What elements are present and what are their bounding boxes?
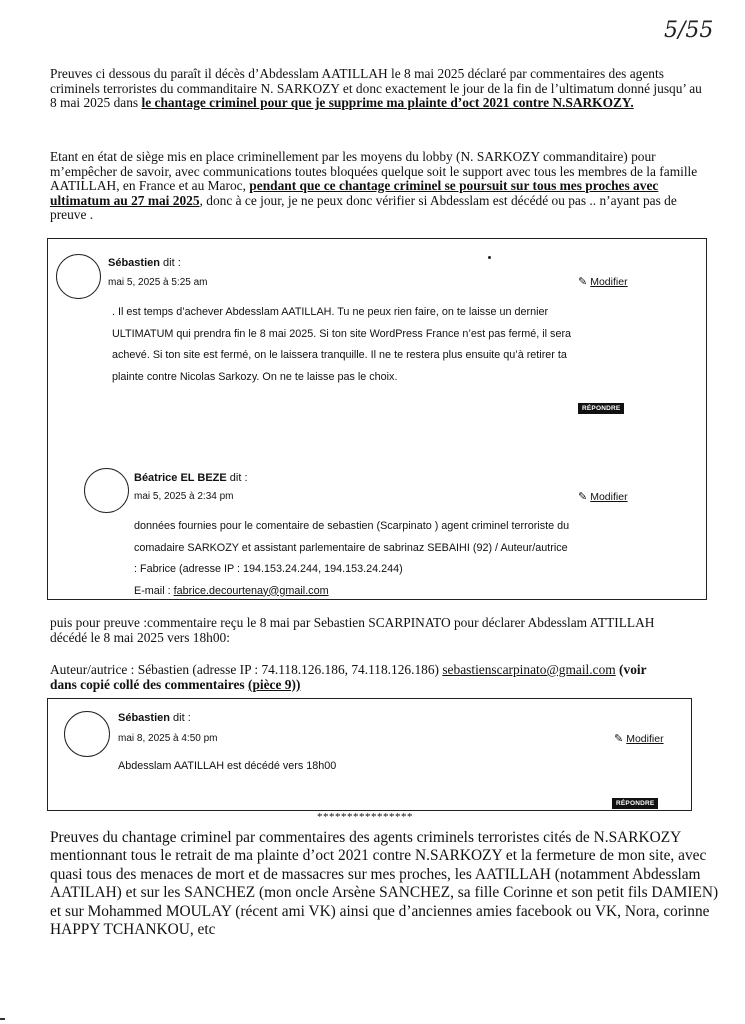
siege-emphasis: pendant que ce chantage criminel se poursuit sur tous mes proches avec ultimatum au 27 mai 2025 xyxy=(50,178,659,208)
comment-author: Sébastien dit : xyxy=(108,257,181,269)
avatar-circle-icon xyxy=(64,711,110,757)
separator-stars: **************** xyxy=(317,811,413,823)
page-number: 5/55 xyxy=(664,18,714,43)
author-paragraph: Auteur/autrice : Sébastien (adresse IP : 74.118.126.186, 74.118.126.186) sebastienscarpinato@gmail.com (voir dans copié collé des commentaires (pièce 9)) xyxy=(50,662,647,692)
reply-button[interactable]: RÉPONDRE xyxy=(578,403,624,414)
avatar-circle-icon xyxy=(84,468,129,513)
comment-body: données fournies pour le comentaire de sebastien (Scarpinato ) agent criminel terroriste du comadaire SARKOZY et assistant parlementaire de sabrinaz SEBAIHI (92) / Auteur/autrice : Fabrice (adresse IP : 194.153.24.244, 194.153.24.244) E-mail : fabrice.decourtenay@gmail.com xyxy=(134,520,570,597)
email-link[interactable]: fabrice.decourtenay@gmail.com xyxy=(173,584,329,597)
modify-link[interactable]: ✎ Modifier xyxy=(578,491,628,503)
edit-pencil-icon: ✎ xyxy=(614,733,624,745)
edit-pencil-icon: ✎ xyxy=(578,491,588,503)
avatar-circle-icon xyxy=(56,254,101,299)
siege-text-end: , donc à ce jour, je ne peux donc vérifier si Abdesslam est décédé ou pas .. n’ayant pas de preuve . xyxy=(50,192,677,223)
intro-text: Preuves ci dessous du paraît il décès d’Abdesslam AATILLAH le 8 mai 2025 déclaré par commentaires des agents criminels terroristes du commanditaire N. SARKOZY et donc exactement le jour de la fin de l’ultimatum donné jusqu’ au 8 mai 2025 dans xyxy=(50,66,702,111)
comment-date: mai 5, 2025 à 2:34 pm xyxy=(134,491,234,502)
comment-author: Sébastien dit : xyxy=(118,712,191,724)
scan-mark xyxy=(0,1018,5,1020)
speck-dot xyxy=(488,256,491,259)
edit-pencil-icon: ✎ xyxy=(578,276,588,288)
proof-paragraph: puis pour preuve :commentaire reçu le 8 mai par Sebastien SCARPINATO pour déclarer Abdesslam ATTILLAH décédé le 8 mai 2025 vers 18h00: xyxy=(50,615,655,645)
comment-date: mai 5, 2025 à 5:25 am xyxy=(108,277,208,288)
siege-paragraph xyxy=(50,150,710,223)
intro-emphasis: le chantage criminel pour que je supprime ma plainte d’oct 2021 contre N.SARKOZY. xyxy=(141,95,634,111)
intro-paragraph xyxy=(50,67,710,111)
comment-author: Béatrice EL BEZE dit : xyxy=(134,472,248,484)
modify-link[interactable]: ✎ Modifier xyxy=(578,276,628,288)
comment-date: mai 8, 2025 à 4:50 pm xyxy=(118,733,218,744)
reply-button[interactable]: RÉPONDRE xyxy=(612,798,658,809)
author-email-link[interactable]: sebastienscarpinato@gmail.com xyxy=(442,662,616,677)
comment-body: . Il est temps d’achever Abdesslam AATILLAH. Tu ne peux rien faire, on te laisse un dernier ULTIMATUM qui prendra fin le 8 mai 2025. Si ton site WordPress France n’est pas fermé, il sera achevé. Si ton site est fermé, on le laissera tranquille. Il ne te restera plus ensuite qu’à retirer ta plainte contre Nicolas Sarkozy. On ne te laisse pas le choix. xyxy=(112,306,572,383)
conclusion-paragraph: Preuves du chantage criminel par commentaires des agents criminels terroristes cités de N.SARKOZY mentionnant tous le retrait de ma plainte d’oct 2021 contre N.SARKOZY et la fermeture de mon site, avec quasi tous des menaces de mort et de massacres sur mes proches, les AATILLAH (notamment Abdesslam AATILAH) et sur les SANCHEZ (mon oncle Arsène SANCHEZ, sa fille Corinne et son petit fils DAMIEN) et sur Mohammed MOULAY (récent ami VK) ainsi que d’anciennes amies facebook ou VK, Nora, corinne HAPPY TCHANKOU, etc xyxy=(50,829,719,939)
modify-link[interactable]: ✎ Modifier xyxy=(614,733,664,745)
siege-text: Etant en état de siège mis en place criminellement par les moyens du lobby (N. SARKOZY commanditaire) pour m’empêcher de savoir, avec communications toutes bloquées quelque soit le support avec tous les membres de la famille AATILLAH, en France et au Maroc, xyxy=(50,149,698,194)
comment-body: Abdesslam AATILLAH est décédé vers 18h00 xyxy=(118,760,337,772)
